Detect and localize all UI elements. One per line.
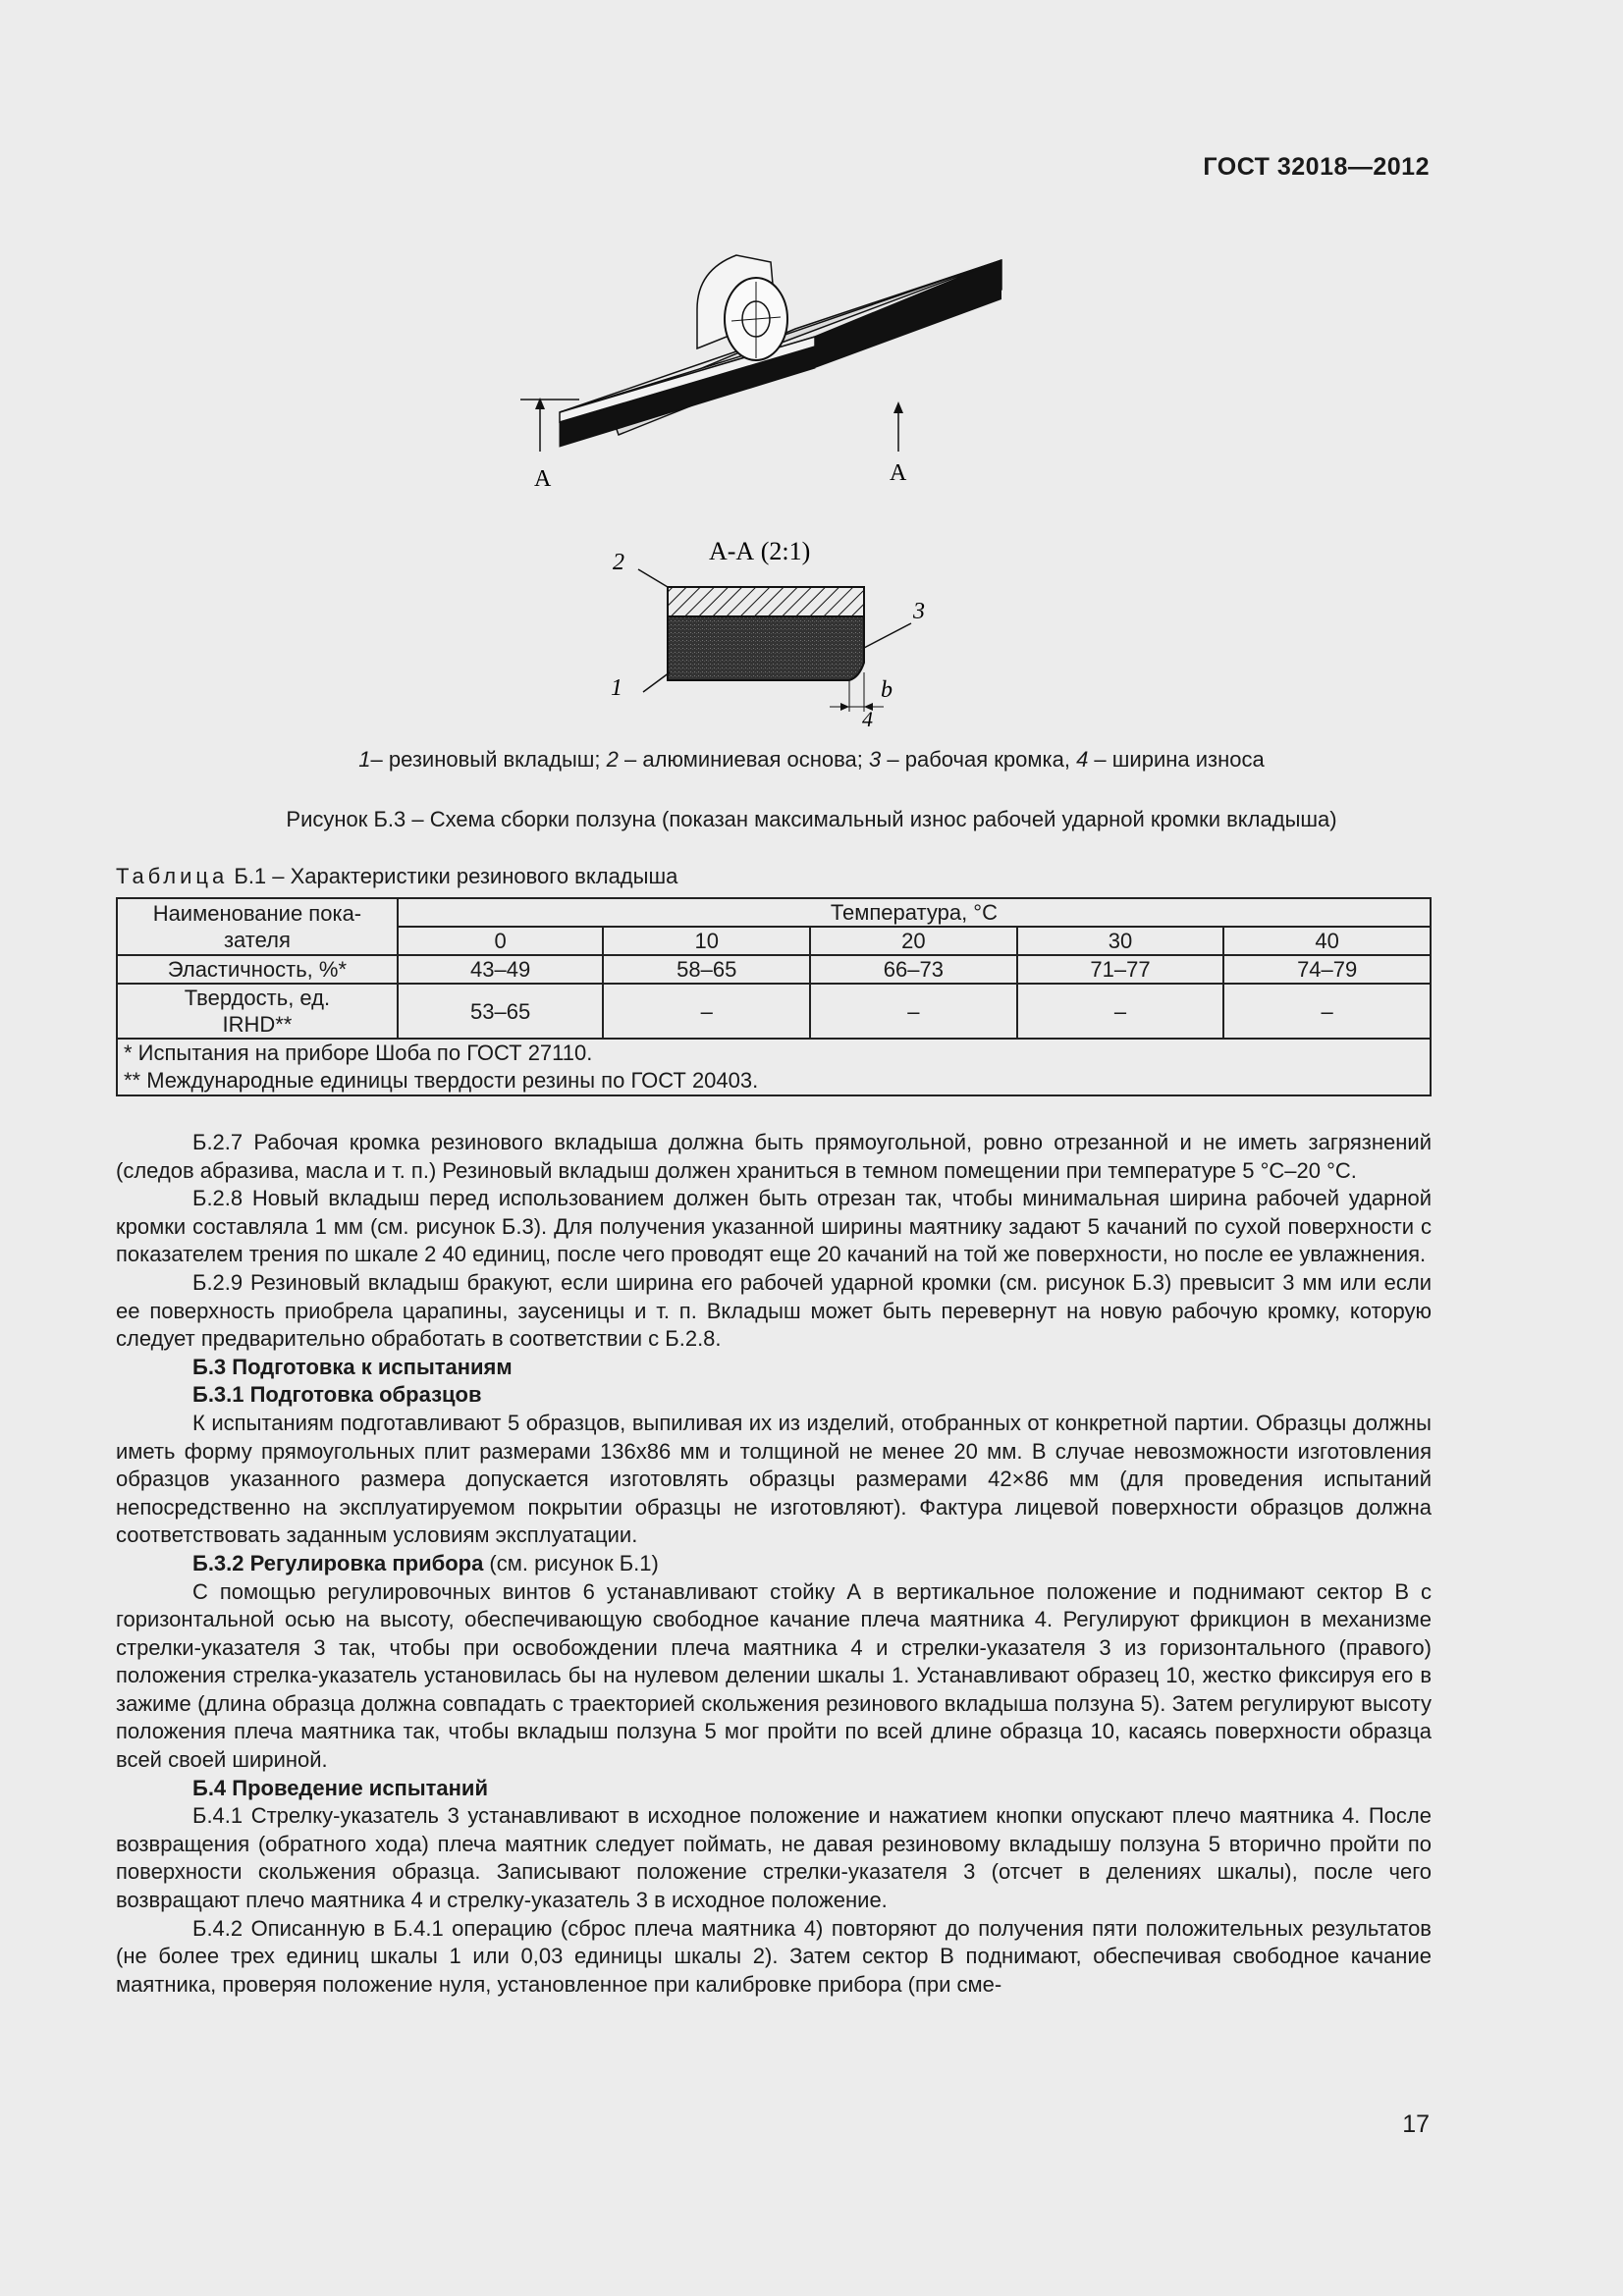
legend-text-2: – алюминиевая основа; [618, 747, 870, 772]
row-name: Твердость, ед. IRHD** [117, 984, 398, 1039]
table-title [116, 864, 677, 889]
table-row [117, 955, 1431, 984]
heading-b3: Б.3 Подготовка к испытаниям [192, 1354, 513, 1379]
table-cell: 66–73 [810, 955, 1017, 984]
table-cell: 53–65 [398, 984, 604, 1039]
callout-3: 3 [913, 599, 925, 624]
table-header-row [117, 898, 1431, 927]
label-a-left: А [534, 466, 552, 492]
legend-num-1: 1 [358, 747, 371, 772]
page-number: 17 [1402, 2110, 1430, 2138]
col-name-header: Наименование пока-зателя [117, 898, 398, 955]
paragraph-b31: К испытаниям подготавливают 5 образцов, выпиливая их из изделий, отобранных от конкретной партии. Образцы должны иметь форму прямоугольных плит размерами 136x86 мм и толщиной не менее 20 мм. В случае невозможности изготовления образцов указанного размера допускается изготовлять образцы размерами 42×86 мм (для проведения испытаний непосредственно на эксплуатируемом покрытии образцы не изготовляют). Фактура лицевой поверхности образцов должна соответствовать заданным условиям эксплуатации. [116, 1410, 1432, 1548]
section-view [638, 569, 911, 712]
paragraph-b32: С помощью регулировочных винтов 6 устанавливают стойку А в вертикальное положение и поднимают сектор В с горизонтальной осью на высоту, обеспечивающую свободное качание плеча маятника 4. Регулируют фрикцион в механизме стрелки-указателя 3 так, чтобы при освобождении плеча маятника 4 и стрелки-указателя 3 из горизонтального (правого) положения стрелка-указатель установилась бы на нулевом делении шкалы 1. Устанавливают образец 10, жестко фиксируя его в зажиме (длина образца должна совпадать с траекторией скольжения резинового вкладыша ползуна 5). Затем регулируют высоту положения плеча маятника так, чтобы вкладыш ползуна 5 мог пройти по всей длине образца 10, касаясь поверхности образца всей своей шириной. [116, 1578, 1432, 1773]
paragraph-b28: Б.2.8 Новый вкладыш перед использованием должен быть отрезан так, чтобы минимальная ширина рабочей ударной кромки составляла 1 мм (см. рисунок Б.3). Для получения указанной ширины маятнику задают 5 качаний по сухой поверхности с показателем трения по шкале 2 40 единиц, после чего проводят еще 20 качаний на той же поверхности, но после ее увлажнения. [116, 1186, 1432, 1267]
rubber-insert-table [116, 897, 1432, 1096]
table-cell: 43–49 [398, 955, 604, 984]
temp-cell: 10 [603, 927, 810, 955]
callout-4: 4 [862, 707, 873, 731]
callout-b: b [881, 677, 893, 703]
legend-text-1: – резиновый вкладыш; [370, 747, 607, 772]
slider-drawing [520, 211, 1031, 731]
heading-b32-bold: Б.3.2 Регулировка прибора [192, 1550, 484, 1575]
table-notes-row [117, 1039, 1431, 1095]
legend-text-4: – ширина износа [1088, 747, 1265, 772]
temp-cell: 40 [1223, 927, 1431, 955]
heading-b31: Б.3.1 Подготовка образцов [192, 1382, 482, 1408]
table-notes [117, 1039, 1431, 1095]
paragraph-b27: Б.2.7 Рабочая кромка резинового вкладыша должна быть прямоугольной, ровно отрезанной и не иметь загрязнений (следов абразива, масла и т. п.) Резиновый вкладыш должен храниться в темном помещении при температуре 5 °С–20 °С. [116, 1130, 1432, 1183]
temp-header: Температура, °С [398, 898, 1431, 927]
slider-bar [560, 260, 1001, 447]
document-header: ГОСТ 32018—2012 [1203, 153, 1430, 181]
slider-assembly-figure [520, 211, 1031, 731]
label-a-right: А [890, 460, 907, 486]
row-name: Эластичность, %* [117, 955, 398, 984]
table-title-word: Таблица [116, 864, 229, 888]
legend-text-3: – рабочая кромка, [881, 747, 1077, 772]
heading-b32 [116, 1550, 1432, 1578]
table-row [117, 984, 1431, 1039]
section-label: А-А (2:1) [709, 537, 811, 565]
callout-1: 1 [611, 675, 622, 701]
table-cell: – [603, 984, 810, 1039]
table-cell: 58–65 [603, 955, 810, 984]
paragraph-b29: Б.2.9 Резиновый вкладыш бракуют, если ширина его рабочей ударной кромки (см. рисунок Б.3) превысит 3 мм или если ее поверхность приобрела царапины, заусеницы и т. п. Вкладыш может быть перевернут на новую рабочую кромку, которую следует предварительно обработать в соответствии с Б.2.8. [116, 1269, 1432, 1352]
paragraph-b42: Б.4.2 Описанную в Б.4.1 операцию (сброс плеча маятника 4) повторяют до получения пяти положительных результатов (не более трех единиц шкалы 1 или 0,03 единицы шкалы 2). Затем сектор В поднимают, обеспечивая свободное качание маятника, проверяя положение нуля, установленное при калибровке прибора (при сме- [116, 1915, 1432, 1997]
figure-caption: Рисунок Б.3 – Схема сборки ползуна (показан максимальный износ рабочей ударной кромки вкладыша) [286, 807, 1337, 831]
temp-cell: 20 [810, 927, 1017, 955]
legend-num-2: 2 [606, 747, 619, 772]
table-cell: 74–79 [1223, 955, 1431, 984]
paragraph-b41: Б.4.1 Стрелку-указатель 3 устанавливают в исходное положение и нажатием кнопки опускают плечо маятника 4. После возвращения (обратного хода) плеча маятник следует поймать, не давая резиновому вкладышу ползуна 5 вторично пройти по поверхности скольжения образца. Записывают положение стрелки-указателя 3 (отсчет в делениях шкалы), после чего возвращают плечо маятника 4 и стрелку-указатель 3 в исходное положение. [116, 1803, 1432, 1913]
table-note-1: * Испытания на приборе Шоба по ГОСТ 27110. [124, 1041, 593, 1065]
table-cell: – [810, 984, 1017, 1039]
callout-2: 2 [613, 550, 624, 575]
heading-b4: Б.4 Проведение испытаний [192, 1775, 488, 1800]
legend-num-4: 4 [1076, 747, 1089, 772]
legend-num-3: 3 [869, 747, 882, 772]
temp-cell: 0 [398, 927, 604, 955]
table-note-2: ** Международные единицы твердости резины по ГОСТ 20403. [124, 1068, 759, 1093]
table-cell: 71–77 [1017, 955, 1224, 984]
table-title-rest: Б.1 – Характеристики резинового вкладыша [228, 864, 678, 888]
table-cell: – [1223, 984, 1431, 1039]
cylinder-roller [697, 255, 787, 360]
heading-b32-rest: (см. рисунок Б.1) [483, 1550, 659, 1575]
temp-cell: 30 [1017, 927, 1224, 955]
table-cell: – [1017, 984, 1224, 1039]
figure-legend [0, 747, 1623, 773]
body-text [116, 1129, 1432, 1999]
